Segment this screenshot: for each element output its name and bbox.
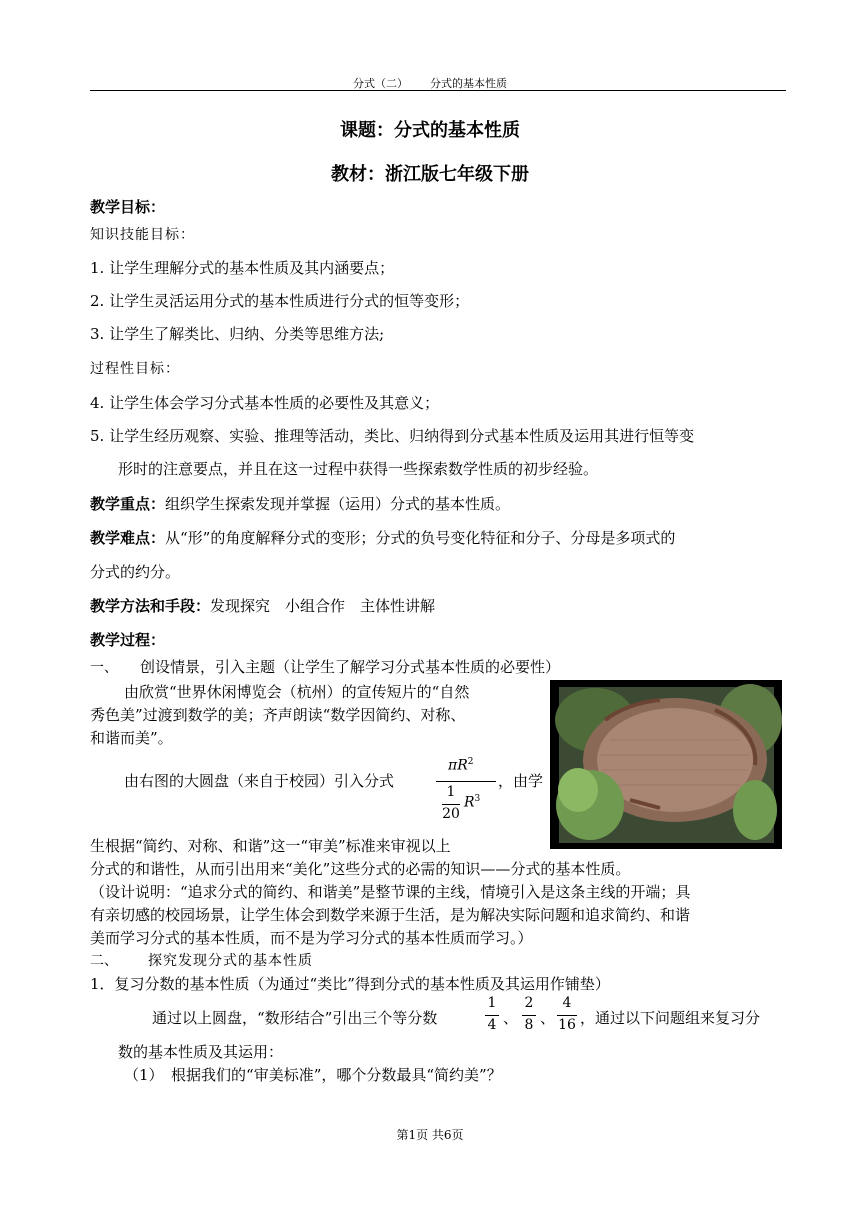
design-note-line3: 美而学习分式的基本性质，而不是为学习分式的基本性质而学习。） bbox=[90, 929, 533, 947]
separator-1: 、 bbox=[503, 1009, 519, 1027]
process-goals-heading: 过程性目标： bbox=[90, 361, 180, 377]
main-fraction bbox=[436, 757, 496, 823]
subsection-1-para-a: 通过以上圆盘，“数形结合”引出三个等分数 bbox=[152, 1009, 438, 1027]
difficulty-line1 bbox=[90, 527, 675, 548]
section-1-para2-a: 由右图的大圆盘（来自于校园）引入分式 bbox=[124, 772, 395, 790]
goal-item-4: 4. 让学生体会学习分式基本性质的必要性及其意义； bbox=[90, 394, 440, 412]
section-1-number: 一、 bbox=[90, 660, 118, 676]
page-number: 第1页 共6页 bbox=[396, 1128, 464, 1142]
fraction-2-8: 2 8 bbox=[522, 995, 536, 1037]
running-header bbox=[0, 75, 860, 91]
section-1-para3-line2: 分式的和谐性，从而引出用来“美化”这些分式的必需的知识——分式的基本性质。 bbox=[90, 860, 631, 878]
section-2-number: 二、 bbox=[90, 953, 118, 969]
main-fraction-bar bbox=[436, 781, 496, 782]
subsection-1-para-line2: 数的基本性质及其运用： bbox=[118, 1043, 284, 1061]
main-fraction-numerator: $\pi R^2$ bbox=[448, 757, 474, 774]
section-1-para2-b: ，由学 bbox=[498, 772, 544, 790]
goal-item-5-line2: 形时的注意要点，并且在这一过程中获得一些探索数学性质的初步经验。 bbox=[118, 460, 599, 478]
goals-heading: 教学目标： bbox=[90, 198, 166, 216]
fraction-1-4: 1 4 bbox=[485, 995, 499, 1037]
separator-2: 、 bbox=[540, 1009, 556, 1027]
knowledge-heading: 知识技能目标： bbox=[90, 227, 195, 243]
section-1-para1-line3: 和谐而美”。 bbox=[90, 729, 173, 747]
deck-photo-frame bbox=[550, 680, 782, 849]
section-1-para3-line1: 生根据“简约、对称、和谐”这一“审美”标准来审视以上 bbox=[90, 837, 451, 855]
section-2-title: 探究发现分式的基本性质 bbox=[148, 953, 313, 969]
inner-fraction-numerator: 1 bbox=[446, 784, 456, 800]
inner-fraction-bar bbox=[442, 804, 460, 805]
goal-item-5-line1: 5. 让学生经历观察、实验、推理等活动，类比、归纳得到分式基本性质及运用其进行恒等变 bbox=[90, 427, 695, 445]
key-point bbox=[90, 493, 510, 514]
process-heading: 教学过程： bbox=[90, 631, 166, 649]
header-left: 分式（二） bbox=[353, 77, 408, 90]
goal-item-3: 3. 让学生了解类比、归纳、分类等思维方法; bbox=[90, 325, 385, 343]
section-1-para1-line2: 秀色美”过渡到数学的美；齐声朗读“数学因简约、对称、 bbox=[90, 706, 466, 724]
header-right: 分式的基本性质 bbox=[430, 77, 507, 90]
lesson-title: 课题：分式的基本性质 bbox=[340, 120, 520, 141]
goal-item-2: 2. 让学生灵活运用分式的基本性质进行分式的恒等变形； bbox=[90, 292, 470, 310]
key-text: 组织学生探索发现并掌握（运用）分式的基本性质。 bbox=[165, 495, 511, 513]
method-line bbox=[90, 595, 435, 616]
method-text: 发现探究 小组合作 主体性讲解 bbox=[210, 597, 436, 615]
circular-wooden-deck-photo bbox=[550, 680, 782, 849]
main-fraction-denominator-var: $R^3$ bbox=[464, 794, 481, 811]
section-1-para1-line1: 由欣赏“世界休闲博览会（杭州）的宣传短片的“自然 bbox=[124, 683, 470, 701]
method-label: 教学方法和手段： bbox=[90, 597, 211, 615]
key-label: 教学重点： bbox=[90, 495, 166, 513]
subsection-1: 1．复习分数的基本性质（为通过“类比”得到分式的基本性质及其运用作铺垫） bbox=[90, 975, 610, 993]
goal-item-1: 1. 让学生理解分式的基本性质及其内涵要点； bbox=[90, 259, 395, 277]
design-note-line2: 有亲切感的校园场景，让学生体会到数学来源于生活，是为解决实际问题和追求简约、和谐 bbox=[90, 906, 691, 924]
difficulty-line2: 分式的约分。 bbox=[90, 563, 181, 581]
question-1: （1） 根据我们的“审美标准”，哪个分数最具“简约美”？ bbox=[124, 1066, 502, 1084]
design-note-line1: （设计说明：“追求分式的简约、和谐美”是整节课的主线，情境引入是这条主线的开端；具 bbox=[90, 883, 691, 901]
inner-fraction-denominator: 20 bbox=[442, 806, 460, 822]
header-rule bbox=[90, 90, 786, 91]
section-1-title: 创设情景，引入主题（让学生了解学习分式基本性质的必要性） bbox=[140, 658, 561, 676]
subsection-1-para-b: ，通过以下问题组来复习分 bbox=[580, 1009, 761, 1027]
fraction-4-16: 4 16 bbox=[558, 995, 576, 1033]
difficulty-text: 从“形”的角度解释分式的变形；分式的负号变化特征和分子、分母是多项式的 bbox=[165, 529, 676, 547]
difficulty-label: 教学难点： bbox=[90, 529, 166, 547]
textbook-title: 教材：浙江版七年级下册 bbox=[331, 164, 529, 185]
